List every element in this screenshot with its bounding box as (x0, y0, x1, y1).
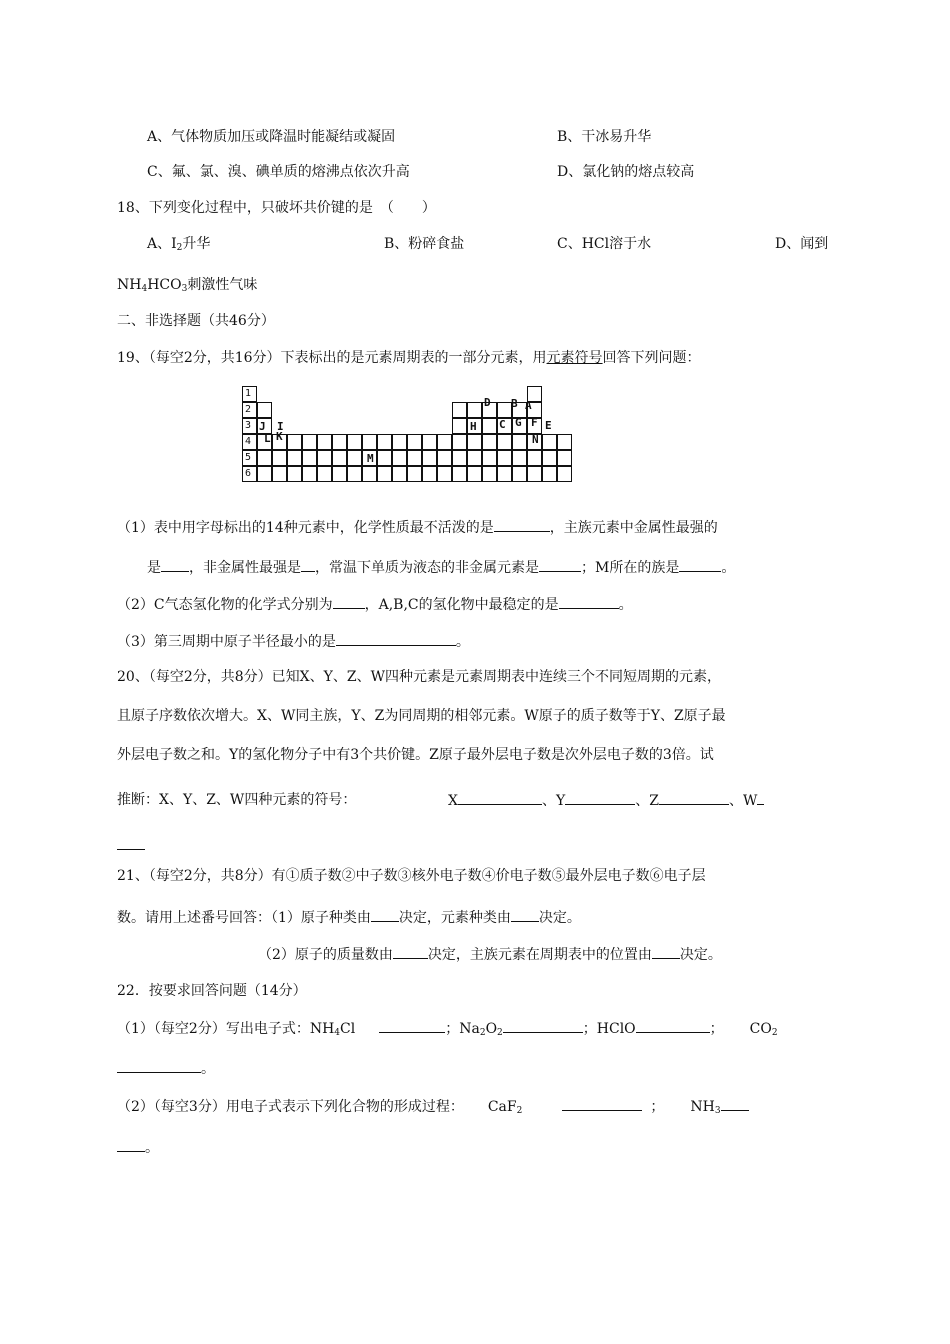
element-label: D (484, 396, 491, 409)
table-cell (452, 402, 467, 418)
q18-option-c: C、HCl溶于水 (557, 236, 652, 252)
table-cell (317, 466, 332, 482)
table-cell (392, 466, 407, 482)
q22-sub1: （1）（每空2分）写出电子式：$NH_4Cl$ ；$Na_2O_2$ ；HClO ； $CO_2$ (117, 1018, 778, 1043)
table-cell (302, 466, 317, 482)
table-cell (407, 466, 422, 482)
table-cell (467, 402, 482, 418)
table-cell (362, 434, 377, 450)
table-cell (557, 466, 572, 482)
element-label: K (276, 430, 283, 443)
table-cell (467, 450, 482, 466)
table-cell (257, 402, 272, 418)
table-cell (332, 434, 347, 450)
q17-option-c: C、氟、氯、溴、碘单质的熔沸点依次升高 (147, 164, 410, 180)
q18-option-d-continued: $NH_4HCO_3$刺激性气味 (117, 277, 258, 294)
table-cell (287, 434, 302, 450)
table-cell (482, 450, 497, 466)
q17-option-b: B、干冰易升华 (557, 129, 652, 145)
table-cell (542, 434, 557, 450)
q20-line4: 推断：X、Y、Z、W四种元素的符号： (117, 792, 357, 808)
table-cell (302, 434, 317, 450)
table-cell (287, 466, 302, 482)
element-label: N (532, 433, 539, 446)
table-cell (557, 450, 572, 466)
element-label: E (545, 419, 552, 432)
table-cell (362, 466, 377, 482)
table-cell (422, 450, 437, 466)
element-label: F (531, 416, 538, 429)
table-cell (497, 402, 512, 418)
q17-option-a: A、气体物质加压或降温时能凝结或凝固 (147, 129, 396, 145)
table-cell (437, 450, 452, 466)
table-cell (527, 450, 542, 466)
table-cell (407, 434, 422, 450)
period-number: 5 (242, 450, 257, 466)
q19-sub1-line1: （1）表中用字母标出的14种元素中，化学性质最不活泼的是 ，主族元素中金属性最强的 (117, 517, 718, 538)
table-cell (317, 450, 332, 466)
table-cell (422, 434, 437, 450)
period-number: 1 (242, 386, 257, 402)
q22-sub2: （2）（每空3分）用电子式表示下列化合物的形成过程： CaF$_2$ ； $NH_3$ (117, 1096, 749, 1121)
table-cell (512, 466, 527, 482)
table-cell (497, 466, 512, 482)
element-label: A (525, 399, 532, 412)
element-label: G (515, 416, 522, 429)
element-label: B (511, 397, 518, 410)
table-cell (497, 450, 512, 466)
table-cell (482, 434, 497, 450)
table-cell (332, 466, 347, 482)
table-cell (377, 434, 392, 450)
table-cell (272, 450, 287, 466)
q18-option-d: D、闻到 (775, 236, 829, 252)
q18-option-b: B、粉碎食盐 (384, 236, 465, 252)
period-number: 4 (242, 434, 257, 450)
table-cell (257, 466, 272, 482)
q20-answers: X 、Y 、Z 、W (448, 790, 764, 811)
q18-option-a: A、$I_2$升华 (147, 236, 211, 253)
table-cell (377, 466, 392, 482)
table-cell (437, 466, 452, 482)
q19-stem: 19、（每空2分，共16分）下表标出的是元素周期表的一部分元素，用元素符号回答下列问题： (117, 350, 701, 366)
table-cell (347, 466, 362, 482)
table-cell (347, 450, 362, 466)
table-cell (542, 450, 557, 466)
table-cell (302, 450, 317, 466)
table-cell (347, 434, 362, 450)
table-cell (452, 466, 467, 482)
table-cell (452, 450, 467, 466)
period-number: 3 (242, 418, 257, 434)
q19-sub3: （3）第三周期中原子半径最小的是 。 (117, 631, 470, 652)
table-cell (257, 450, 272, 466)
table-cell (467, 434, 482, 450)
q22-sub1-end: 。 (117, 1058, 215, 1079)
q21-line2: 数。请用上述番号回答：（1）原子种类由 决定，元素种类由 决定。 (117, 907, 581, 928)
table-cell (377, 450, 392, 466)
q22-sub2-end: 。 (117, 1137, 159, 1158)
q20-answer-continuation (117, 835, 145, 850)
q21-line1: 21、（每空2分，共8分）有①质子数②中子数③核外电子数④价电子数⑤最外层电子数⑥电子层 (117, 868, 706, 884)
table-cell (557, 434, 572, 450)
period-number: 6 (242, 466, 257, 482)
q20-line2: 且原子序数依次增大。X、W同主族，Y、Z为同周期的相邻元素。W原子的质子数等于Y、Z原子最 (117, 708, 726, 724)
table-cell (272, 466, 287, 482)
table-cell (392, 434, 407, 450)
element-label: M (367, 452, 374, 465)
element-label: L (264, 432, 271, 445)
q18-stem: 18、下列变化过程中，只破坏共价键的是 （ ） (117, 200, 436, 216)
table-cell (527, 466, 542, 482)
table-cell (482, 418, 497, 434)
table-cell (407, 450, 422, 466)
table-cell (452, 418, 467, 434)
element-label: C (499, 418, 506, 431)
table-cell (497, 434, 512, 450)
table-cell (392, 450, 407, 466)
table-cell (452, 434, 467, 450)
q21-line3: （2）原子的质量数由 决定，主族元素在周期表中的位置由 决定。 (258, 944, 722, 965)
period-number: 2 (242, 402, 257, 418)
table-cell (482, 466, 497, 482)
q17-option-d: D、氯化钠的熔点较高 (557, 164, 695, 180)
table-cell (287, 450, 302, 466)
table-cell (437, 434, 452, 450)
table-cell (512, 450, 527, 466)
element-label: J (259, 420, 266, 433)
q22-stem: 22．按要求回答问题（14分） (117, 983, 307, 999)
q19-sub1-line2: 是 ，非金属性最强是 ，常温下单质为液态的非金属元素是 ；M所在的族是 。 (147, 557, 735, 578)
table-cell (512, 434, 527, 450)
table-cell (317, 434, 332, 450)
q19-sub2: （2）C气态氢化物的化学式分别为 ，A,B,C的氢化物中最稳定的是 。 (117, 594, 633, 615)
element-label: H (470, 420, 477, 433)
table-cell (542, 466, 557, 482)
table-cell (332, 450, 347, 466)
table-cell (467, 466, 482, 482)
q20-line1: 20、（每空2分，共8分）已知X、Y、Z、W四种元素是元素周期表中连续三个不同短周期的元素， (117, 669, 721, 685)
element-label: I (277, 420, 284, 433)
table-cell (422, 466, 437, 482)
section-heading: 二、非选择题（共46分） (117, 313, 275, 329)
q20-line3: 外层电子数之和。Y的氢化物分子中有3个共价键。Z原子最外层电子数是次外层电子数的3倍。试 (117, 747, 714, 763)
